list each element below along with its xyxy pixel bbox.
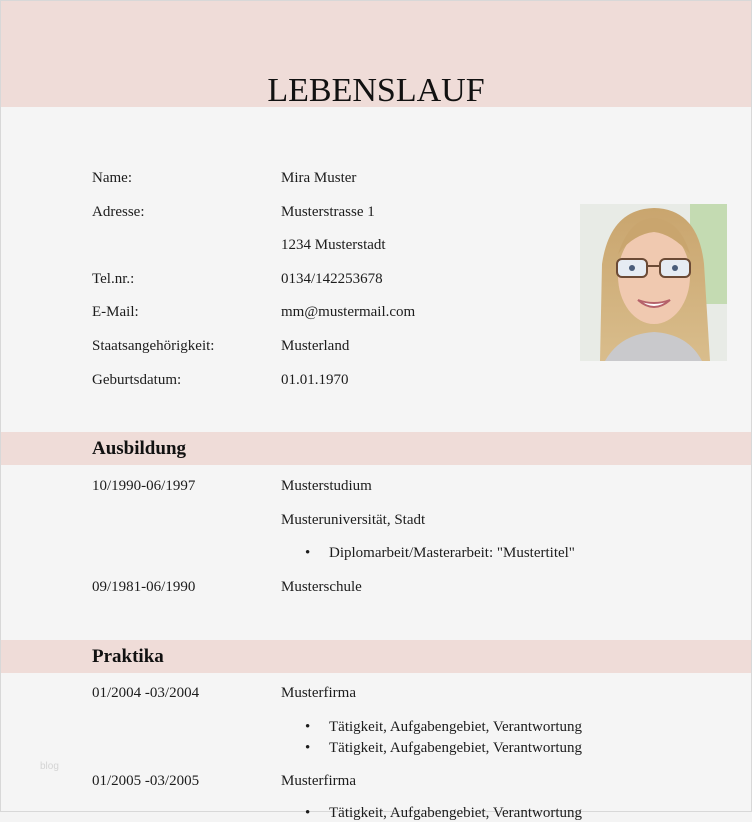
bullet-item: • Tätigkeit, Aufgabengebiet, Verantwortung bbox=[329, 804, 582, 822]
entry-date: 01/2005 -03/2005 bbox=[92, 773, 200, 789]
section-header-praktika bbox=[1, 640, 751, 673]
value: Musterland bbox=[281, 338, 350, 354]
label: Geburtsdatum: bbox=[92, 372, 182, 388]
label: Tel.nr.: bbox=[92, 271, 135, 287]
entry-title: Musterfirma bbox=[281, 773, 356, 789]
portrait-photo bbox=[580, 204, 727, 361]
section-title: Ausbildung bbox=[92, 438, 187, 459]
bullet-item: • Tätigkeit, Aufgabengebiet, Verantwortung bbox=[329, 718, 582, 736]
value: Mira Muster bbox=[281, 170, 357, 186]
entry-subtitle: Musteruniversität, Stadt bbox=[281, 512, 426, 528]
value: 1234 Musterstadt bbox=[281, 237, 386, 253]
bullet-item: • Tätigkeit, Aufgabengebiet, Verantwortung bbox=[329, 739, 582, 757]
portrait-image-icon bbox=[580, 204, 727, 361]
value: 0134/142253678 bbox=[281, 271, 383, 287]
entry-date: 01/2004 -03/2004 bbox=[92, 685, 200, 701]
label: Adresse: bbox=[92, 204, 145, 220]
label: Staatsangehörigkeit: bbox=[92, 338, 215, 354]
label: Name: bbox=[92, 170, 132, 186]
section-header-ausbildung bbox=[1, 432, 751, 465]
entry-title: Musterfirma bbox=[281, 685, 356, 701]
value: Musterstrasse 1 bbox=[281, 204, 375, 220]
value: 01.01.1970 bbox=[281, 372, 349, 388]
section-title: Praktika bbox=[92, 646, 164, 667]
label: E-Mail: bbox=[92, 304, 139, 320]
entry-title: Musterstudium bbox=[281, 478, 372, 494]
entry-date: 10/1990-06/1997 bbox=[92, 478, 196, 494]
value: mm@mustermail.com bbox=[281, 304, 416, 320]
document-title: LEBENSLAUF bbox=[267, 72, 485, 109]
watermark: blog bbox=[40, 761, 59, 772]
bullet-item: • Diplomarbeit/Masterarbeit: "Mustertitel" bbox=[329, 544, 575, 562]
entry-date: 09/1981-06/1990 bbox=[92, 579, 196, 595]
entry-title: Musterschule bbox=[281, 579, 362, 595]
